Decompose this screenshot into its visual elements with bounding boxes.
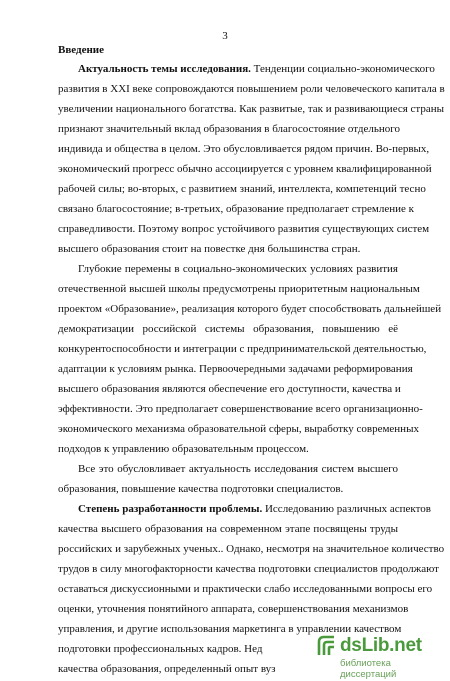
page-number: 3 (222, 30, 228, 42)
paragraph-1-line-7: рабочей силы; во-вторых, с развитием знаний, интеллекта, компетенций тесно (58, 183, 426, 195)
paragraph-1-line-3: увеличении национального богатства. Как развитые, так и развивающиеся страны (58, 103, 445, 115)
paragraph-2-line-6: адаптации к условиям рынка. Первоочередными задачами реформирования (58, 363, 413, 375)
paragraph-4-line-6: оценки, уточнения понятийного аппарата, совершенствования механизмов (58, 603, 409, 615)
paragraph-1-line-8: связано благосостояние; в-третьих, образование предполагает стремление к (58, 203, 415, 215)
paragraph-1-line-10: высшего образования стоит на повестке дня большинства стран. (58, 243, 361, 255)
paragraph-2-line-3: проектом «Образование», реализация которого будет способствовать дальнейшей (58, 303, 442, 315)
paragraph-4-line-4: трудов в силу многофакторности качества подготовки специалистов продолжают (58, 563, 439, 575)
paragraph-2-line-7: высшего образования являются обеспечение его доступности, качества и (58, 383, 401, 395)
paragraph-2-line-9: экономического механизма образовательной сферы, выработку современных (58, 423, 419, 435)
paragraph-2-line-5: конкурентоспособности и интеграции с предпринимательской деятельностью, (58, 343, 427, 355)
paragraph-4-line-2: качества высшего образования на современном этапе посвящены труды (58, 523, 398, 535)
paragraph-3-line-2: образования, повышение качества подготовки специалистов. (58, 483, 344, 495)
paragraph-4-line-8: подготовки профессиональных кадров. Нед (58, 643, 263, 655)
paragraph-4-line-1: Степень разработанности проблемы. Исследованию различных аспектов (78, 503, 431, 515)
paragraph-1-line-1: Актуальность темы исследования. Тенденции социально-экономического (78, 63, 435, 75)
paragraph-4-line-9: качества образования, определенный опыт вуз (58, 663, 276, 675)
watermark-subtitle: библиотека диссертаций (340, 658, 397, 680)
paragraph-2-line-8: эффективности. Это предполагает совершенствование всего организационно- (58, 403, 423, 415)
paragraph-3-line-1: Все это обусловливает актуальность исследования систем высшего (78, 463, 398, 475)
dslib-watermark (316, 633, 440, 680)
paragraph-1-line-2: развития в XXI веке сопровождаются повышением роли человеческого капитала в (58, 83, 445, 95)
paragraph-4-line-3: российских и зарубежных ученых.. Однако, несмотря на значительное количество (58, 543, 445, 555)
watermark-brand: dsLib.net (340, 635, 422, 656)
paragraph-4-lead: Степень разработанности проблемы. (78, 503, 263, 515)
paragraph-1-lead: Актуальность темы исследования. (78, 63, 251, 75)
paragraph-2-line-10: подходов к управлению образовательным процессом. (58, 443, 309, 455)
paragraph-4-line-7: управления, и другие использования маркетинга в управлении качеством (58, 623, 402, 635)
paragraph-4-line-5: оставаться дискуссионными и практически слабо исследованными вопросы его (58, 583, 433, 595)
paragraph-1-line-5: индивида и общества в целом. Это обусловливается рядом причин. Во-первых, (58, 143, 430, 155)
paragraph-1-line-6: экономический прогресс обычно ассоциируется с уровнем квалифицированной (58, 163, 432, 175)
dslib-logo-icon (316, 635, 338, 657)
paragraph-2-line-4: демократизации российской системы образования, повышению её (58, 323, 398, 335)
paragraph-1-line-9: справедливости. Поэтому вопрос устойчивого развития существующих систем (58, 223, 430, 235)
section-heading: Введение (58, 44, 105, 56)
paragraph-2-line-2: отечественной высшей школы предусмотрены приоритетным национальным (58, 283, 420, 295)
paragraph-2-line-1: Глубокие перемены в социально-экономических условиях развития (78, 263, 398, 275)
paragraph-1-line-4: признают значительный вклад образования в благосостояние отдельного (58, 123, 400, 135)
